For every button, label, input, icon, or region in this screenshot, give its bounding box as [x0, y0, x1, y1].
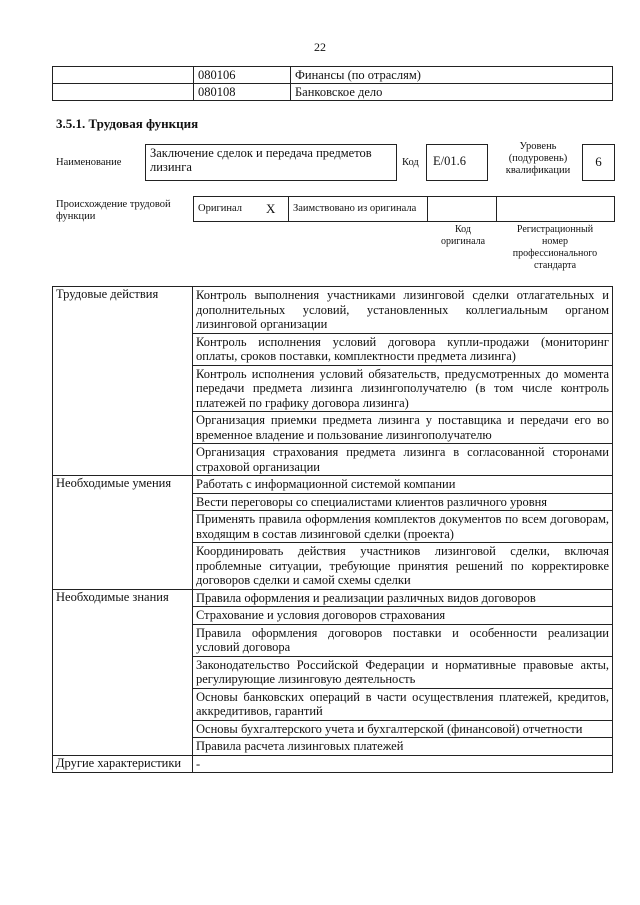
section-item: Контроль выполнения участниками лизинговой сделки отлагательных и дополнительных условий, установленных коллегиальным органом лизинговой организации: [193, 287, 613, 334]
table-row: [53, 476, 613, 494]
original-mark: X: [262, 197, 289, 222]
section-item: Вести переговоры со специалистами клиентов различного уровня: [193, 493, 613, 511]
section-item: Работать с информационной системой компании: [193, 476, 613, 494]
okso-code: 080108: [194, 84, 291, 101]
borrowed-label: Заимствовано из оригинала: [289, 197, 428, 222]
section-item: Правила оформления договоров поставки и особенности реализации условий договора: [193, 624, 613, 656]
table-row: [53, 589, 613, 607]
function-code: E/01.6: [426, 144, 488, 181]
table-row: [53, 67, 613, 84]
okso-code: 080106: [194, 67, 291, 84]
function-name: Заключение сделок и передача предметов лизинга: [145, 144, 397, 181]
table-row: [53, 287, 613, 334]
reg-number-label: Регистрационный номер профессионального стандарта: [512, 224, 598, 271]
table-row: [194, 197, 615, 222]
section-category: Другие характеристики: [53, 755, 193, 773]
original-label: Оригинал: [194, 197, 263, 222]
origin-table: [193, 196, 615, 222]
section-item: Контроль исполнения условий обязательств, предусмотренных до момента передачи предмета лизинга лизингополучателю (в том числе контроль платежей по графику договора лизинга): [193, 365, 613, 412]
origin-label: Происхождение трудовой функции: [56, 199, 171, 222]
section-item: Контроль исполнения условий договора купли-продажи (мониторинг оплаты, сроков поставки, комплектности предмета лизинга): [193, 333, 613, 365]
section-item: Организация приемки предмета лизинга у поставщика и передачи его во временное владение и пользование лизингополучателю: [193, 412, 613, 444]
section-category: Трудовые действия: [53, 287, 193, 476]
table-cell-empty: [53, 67, 194, 84]
section-item: Основы бухгалтерского учета и бухгалтерской (финансовой) отчетности: [193, 720, 613, 738]
section-title: 3.5.1. Трудовая функция: [56, 116, 199, 131]
name-label: Наименование: [56, 157, 122, 168]
level-label: Уровень (подуровень) квалификации: [505, 141, 571, 176]
page-number: 22: [314, 40, 326, 54]
section-category: Необходимые умения: [53, 476, 193, 590]
table-row: [53, 84, 613, 101]
code-original-cell: [428, 197, 497, 222]
section-item: Правила расчета лизинговых платежей: [193, 738, 613, 756]
okso-table: [52, 66, 613, 101]
function-details-table: [52, 286, 613, 773]
section-item: Основы банковских операций в части осуществления платежей, кредитов, аккредитивов, гарантий: [193, 688, 613, 720]
section-item: Применять правила оформления комплектов документов по всем договорам, входящим в состав лизинговой сделки (проекта): [193, 511, 613, 543]
code-label: Код: [402, 157, 419, 168]
code-original-label: Код оригинала: [440, 224, 486, 247]
okso-name: Финансы (по отраслям): [291, 67, 613, 84]
qualification-level: 6: [582, 144, 615, 181]
section-category: Необходимые знания: [53, 589, 193, 755]
okso-name: Банковское дело: [291, 84, 613, 101]
section-item: -: [193, 755, 613, 773]
reg-number-cell: [497, 197, 615, 222]
section-item: Законодательство Российской Федерации и нормативные правовые акты, регулирующие лизинговую деятельность: [193, 656, 613, 688]
section-item: Правила оформления и реализации различных видов договоров: [193, 589, 613, 607]
section-item: Страхование и условия договоров страхования: [193, 607, 613, 625]
table-row: [53, 755, 613, 773]
section-item: Координировать действия участников лизинговой сделки, включая проблемные ситуации, требующие принятия решений по корректировке договоров сделки и самой схемы сделки: [193, 543, 613, 590]
section-item: Организация страхования предмета лизинга в согласованной сторонами страховой организации: [193, 444, 613, 476]
table-cell-empty: [53, 84, 194, 101]
